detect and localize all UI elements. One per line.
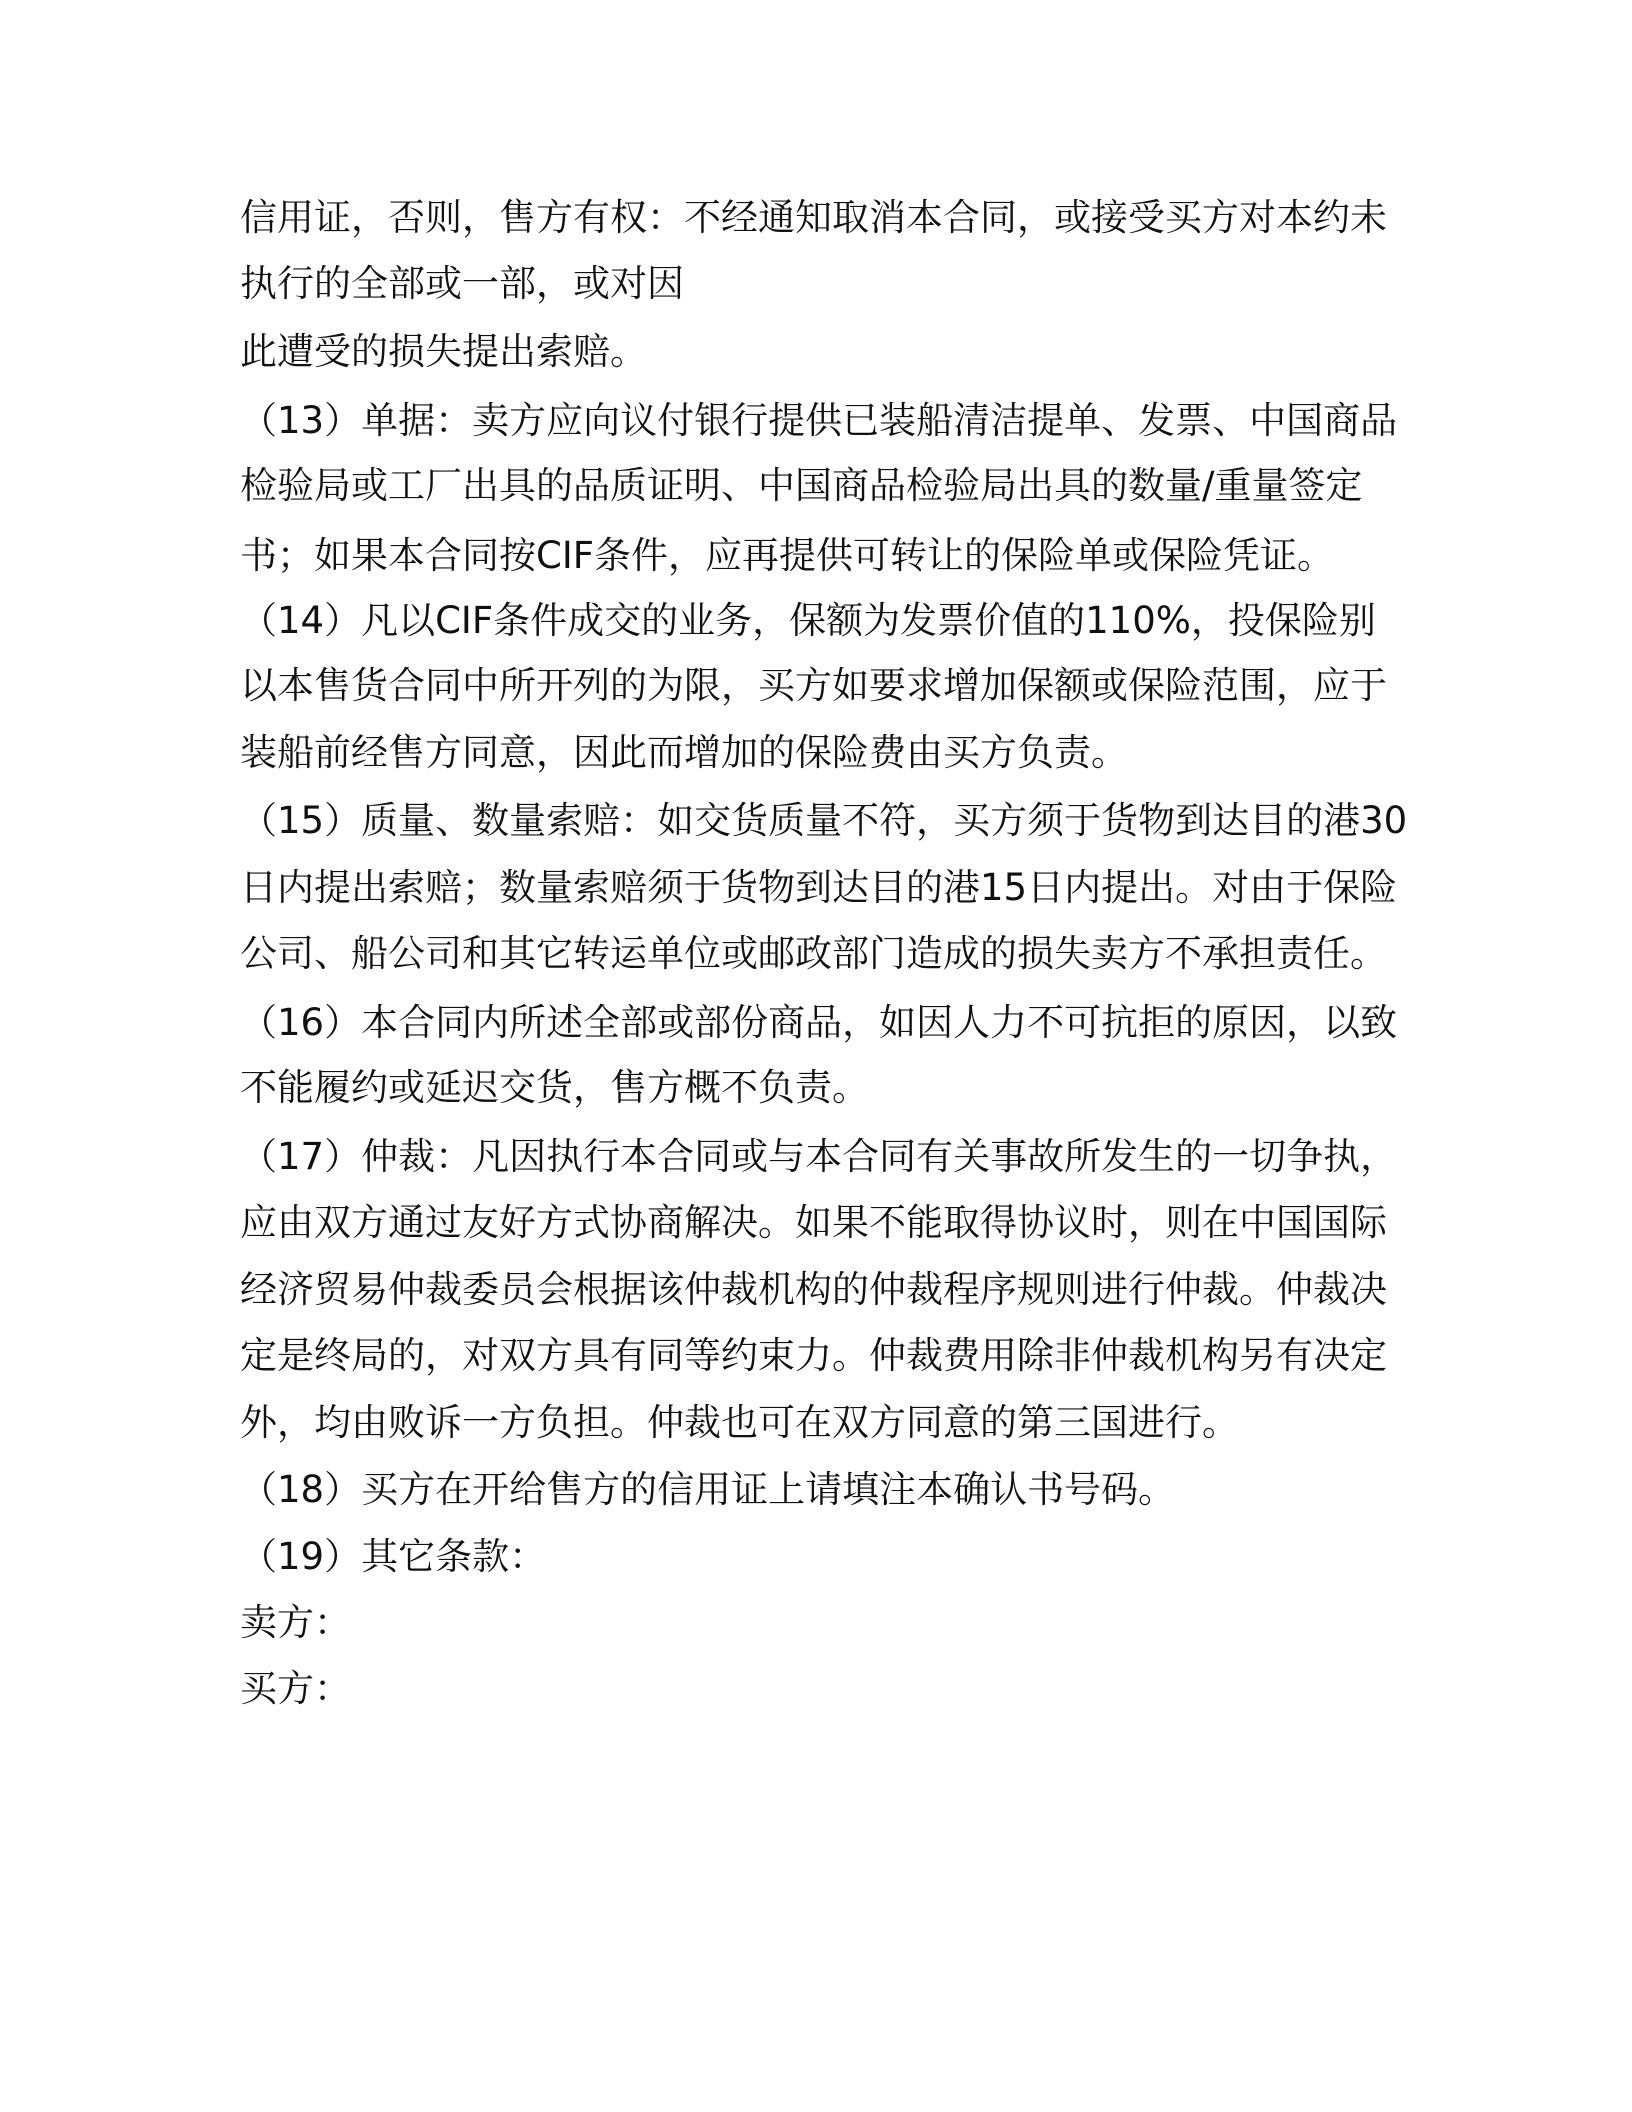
text-line: 信用证，否则，售方有权：不经通知取消本合同，或接受买方对本约未 <box>240 196 1387 239</box>
text-line: 日内提出索赔；数量索赔须于货物到达目的港15日内提出。对由于保险 <box>240 866 1398 909</box>
text-line: 公司、船公司和其它转运单位或邮政部门造成的损失卖方不承担责任。 <box>240 932 1387 975</box>
text-line: （15）质量、数量索赔：如交货质量不符，买方须于货物到达目的港30 <box>240 799 1408 842</box>
text-line: 经济贸易仲裁委员会根据该仲裁机构的仲裁程序规则进行仲裁。仲裁决 <box>240 1268 1387 1311</box>
text-line: 装船前经售方同意，因此而增加的保险费由买方负责。 <box>240 731 1128 774</box>
buyer-label: 买方： <box>240 1667 351 1710</box>
text-line: （18）买方在开给售方的信用证上请填注本确认书号码。 <box>240 1468 1176 1511</box>
text-line: 外，均由败诉一方负担。仲裁也可在双方同意的第三国进行。 <box>240 1401 1239 1444</box>
text-line: 定是终局的，对双方具有同等约束力。仲裁费用除非仲裁机构另有决定 <box>240 1334 1387 1377</box>
text-line: （16）本合同内所述全部或部份商品，如因人力不可抗拒的原因，以致 <box>240 1001 1398 1044</box>
text-line: 书；如果本合同按CIF条件，应再提供可转让的保险单或保险凭证。 <box>240 534 1335 577</box>
text-line: （13）单据：卖方应向议付银行提供已装船清洁提单、发票、中国商品 <box>240 399 1398 442</box>
text-line: 此遭受的损失提出索赔。 <box>240 330 647 373</box>
seller-label: 卖方： <box>240 1601 351 1644</box>
text-line: 执行的全部或一部，或对因 <box>240 262 684 305</box>
text-line: 以本售货合同中所开列的为限，买方如要求增加保额或保险范围，应于 <box>240 664 1387 707</box>
text-line: 应由双方通过友好方式协商解决。如果不能取得协议时，则在中国国际 <box>240 1201 1387 1244</box>
text-line: （19）其它条款： <box>240 1535 547 1578</box>
text-line: （17）仲裁：凡因执行本合同或与本合同有关事故所发生的一切争执， <box>240 1135 1398 1178</box>
text-line: 检验局或工厂出具的品质证明、中国商品检验局出具的数量/重量签定 <box>240 464 1363 507</box>
text-line: （14）凡以CIF条件成交的业务，保额为发票价值的110%，投保险别 <box>240 599 1376 642</box>
text-line: 不能履约或延迟交货，售方概不负责。 <box>240 1066 869 1109</box>
